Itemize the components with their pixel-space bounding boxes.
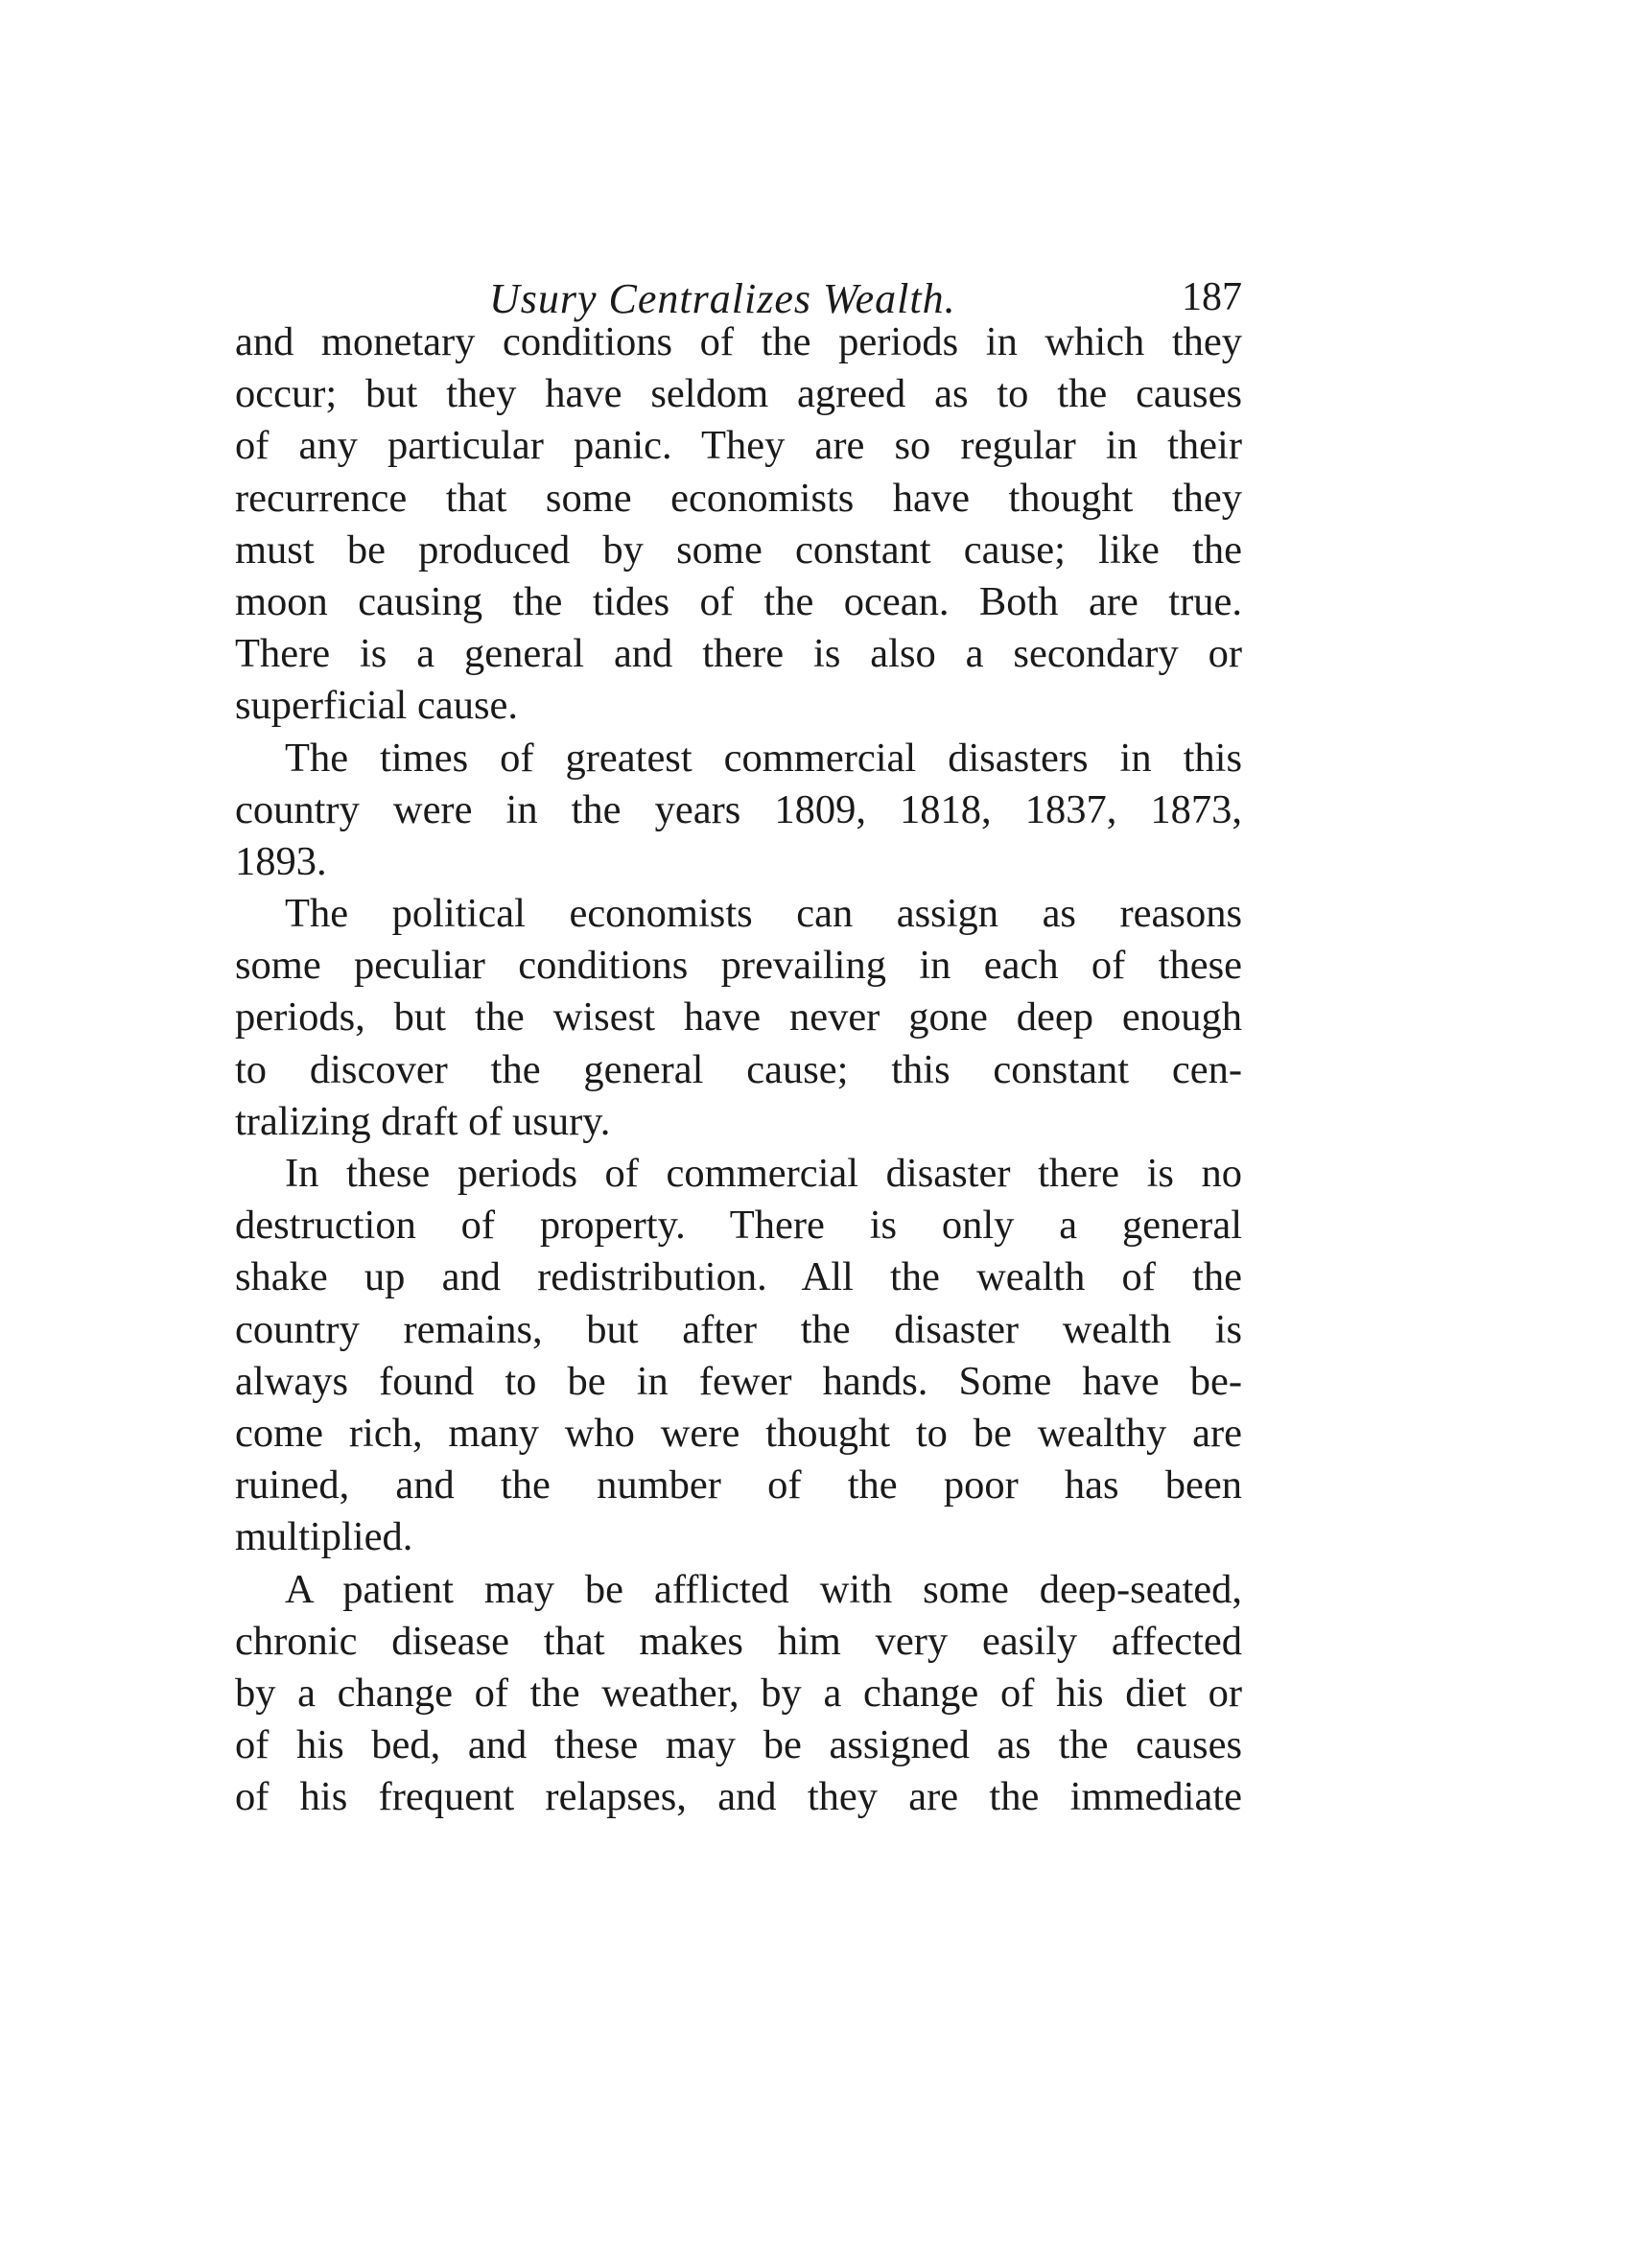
text-line: periods, but the wisest have never gone deep enough xyxy=(235,994,1242,1040)
paragraph-5 xyxy=(235,1564,1242,1824)
text-line: superficial cause. xyxy=(235,683,518,729)
paragraph-4 xyxy=(235,1148,1242,1564)
text-line: chronic disease that makes him very easily affected xyxy=(235,1618,1242,1664)
paragraph-2 xyxy=(235,733,1242,889)
text-line: A patient may be afflicted with some deep-seated, xyxy=(285,1566,1242,1612)
running-title: Usury Centralizes Wealth. xyxy=(489,275,956,322)
text-line: tralizing draft of usury. xyxy=(235,1098,611,1144)
text-line: of his bed, and these may be assigned as the causes xyxy=(235,1722,1242,1768)
text-line: country were in the years 1809, 1818, 1837, 1873, xyxy=(235,786,1242,832)
paragraph-1 xyxy=(235,316,1242,733)
text-line: recurrence that some economists have thought they xyxy=(235,475,1242,521)
text-line: destruction of property. There is only a general xyxy=(235,1203,1242,1249)
text-line: must be produced by some constant cause; like the xyxy=(235,526,1242,573)
text-line: some peculiar conditions prevailing in each of these xyxy=(235,943,1242,989)
text-line: moon causing the tides of the ocean. Both are true. xyxy=(235,578,1242,624)
text-line: and monetary conditions of the periods in which they xyxy=(235,319,1242,364)
text-line: multiplied. xyxy=(235,1514,413,1560)
text-line: 1893. xyxy=(235,838,327,884)
text-line: always found to be in fewer hands. Some have be- xyxy=(235,1358,1242,1404)
page-number: 187 xyxy=(1182,275,1242,319)
body-text xyxy=(235,316,1242,1823)
text-line: shake up and redistribution. All the wealth of the xyxy=(235,1254,1242,1300)
text-line: The times of greatest commercial disasters in this xyxy=(285,735,1242,781)
text-line: of his frequent relapses, and they are the immediate xyxy=(235,1774,1242,1820)
text-line: country remains, but after the disaster wealth is xyxy=(235,1306,1242,1352)
text-line: to discover the general cause; this constant cen- xyxy=(235,1046,1242,1092)
text-line: by a change of the weather, by a change of his diet or xyxy=(235,1670,1242,1716)
text-line: come rich, many who were thought to be wealthy are xyxy=(235,1410,1242,1456)
text-line: occur; but they have seldom agreed as to the causes xyxy=(235,371,1242,417)
text-line: ruined, and the number of the poor has been xyxy=(235,1462,1242,1508)
paragraph-3 xyxy=(235,888,1242,1148)
text-line: of any particular panic. They are so regular in their xyxy=(235,423,1242,469)
text-line: In these periods of commercial disaster there is no xyxy=(285,1151,1242,1196)
text-line: The political economists can assign as reasons xyxy=(285,891,1242,937)
text-line: There is a general and there is also a secondary or xyxy=(235,631,1242,677)
